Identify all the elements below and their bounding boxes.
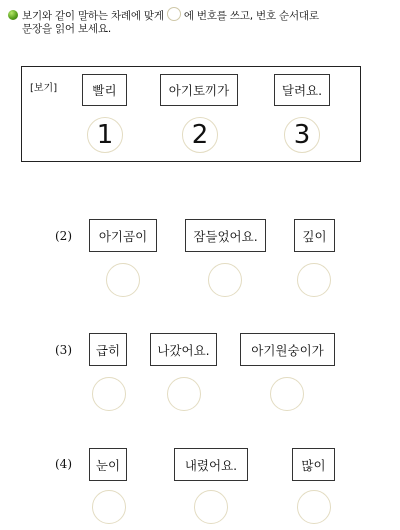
word-card: 깊이 [294, 219, 335, 252]
answer-circle[interactable] [167, 377, 201, 411]
example-number-3: 3 [284, 117, 320, 153]
bullet-icon [8, 10, 18, 20]
example-word-1: 빨리 [82, 74, 127, 106]
instruction-part2: 에 번호를 쓰고, 번호 순서대로 [183, 10, 319, 22]
question-number: (2) [55, 229, 72, 243]
answer-circle[interactable] [92, 490, 126, 524]
instruction-text [22, 7, 392, 35]
answer-circle[interactable] [106, 263, 140, 297]
word-card: 내렸어요. [174, 448, 248, 481]
word-card: 아기원숭이가 [240, 333, 335, 366]
word-card: 잠들었어요. [185, 219, 266, 252]
answer-circle[interactable] [270, 377, 304, 411]
word-card: 아기곰이 [89, 219, 157, 252]
answer-circle[interactable] [297, 490, 331, 524]
answer-circle[interactable] [297, 263, 331, 297]
example-word-3: 달려요. [274, 74, 330, 106]
question-number: (4) [55, 457, 72, 471]
answer-circle[interactable] [208, 263, 242, 297]
example-number-1: 1 [87, 117, 123, 153]
answer-circle[interactable] [92, 377, 126, 411]
instruction-part1: 보기와 같이 말하는 차례에 맞게 [22, 10, 164, 22]
answer-circle[interactable] [194, 490, 228, 524]
question-number: (3) [55, 343, 72, 357]
example-number-2: 2 [182, 117, 218, 153]
example-word-2: 아기토끼가 [160, 74, 238, 106]
word-card: 눈이 [89, 448, 127, 481]
example-label: [보기] [30, 83, 58, 94]
word-card: 급히 [89, 333, 127, 366]
word-card: 많이 [292, 448, 335, 481]
instruction-line2: 문장을 읽어 보세요. [22, 22, 111, 35]
answer-circle-icon [167, 7, 181, 21]
word-card: 나갔어요. [150, 333, 217, 366]
